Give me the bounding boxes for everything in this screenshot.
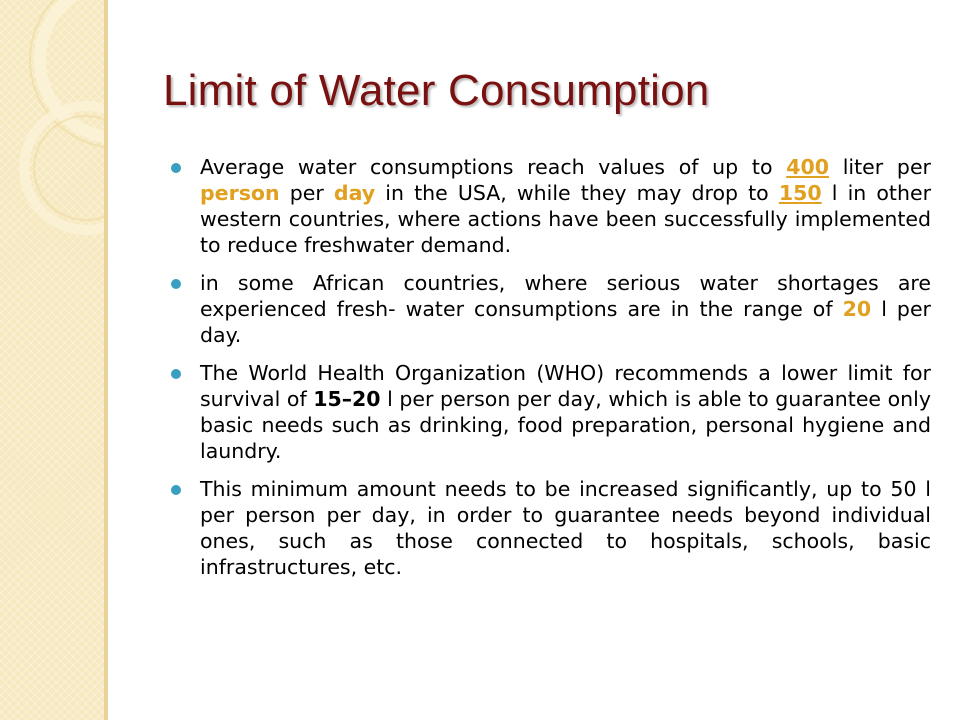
decorative-side-panel — [0, 0, 104, 720]
value-400: 400 — [786, 155, 830, 179]
bullet-list — [163, 154, 931, 592]
bullet-text: Average water consumptions reach values of up to 400 liter per person per day in the USA, while they may drop to 150 l in other western countries, where actions have been successfully implemented to reduce freshwater demand. — [200, 155, 932, 257]
bullet-dot-icon — [171, 485, 181, 495]
bullet-item-minimum-increase — [163, 476, 931, 580]
value-150: 150 — [778, 181, 822, 205]
bullet-item-africa-consumption — [163, 270, 931, 348]
highlight-person: person — [200, 181, 280, 205]
bullet-dot-icon — [171, 279, 181, 289]
bullet-dot-icon — [171, 369, 181, 379]
slide-title: Limit of Water Consumption — [163, 66, 710, 115]
bullet-item-usa-consumption — [163, 154, 931, 258]
bullet-text: in some African countries, where serious water shortages are experienced fresh- water consumptions are in the range of 20 l per day. — [200, 271, 931, 347]
highlight-day: day — [333, 181, 376, 205]
side-panel-edge — [104, 0, 108, 720]
value-15-20: 15–20 — [313, 387, 381, 411]
decorative-rings-icon — [0, 0, 104, 720]
bullet-text: The World Health Organization (WHO) recommends a lower limit for survival of 15–20 l per person per day, which is able to guarantee only basic needs such as drinking, food preparation, personal hygiene and laundry. — [200, 361, 931, 463]
bullet-item-who-recommendation — [163, 360, 931, 464]
value-20: 20 — [842, 297, 872, 321]
bullet-dot-icon — [171, 163, 181, 173]
bullet-text: This minimum amount needs to be increased significantly, up to 50 l per person per day, in order to guarantee needs beyond individual ones, such as those connected to hospitals, schools, basic infrastructures, etc. — [200, 477, 931, 579]
